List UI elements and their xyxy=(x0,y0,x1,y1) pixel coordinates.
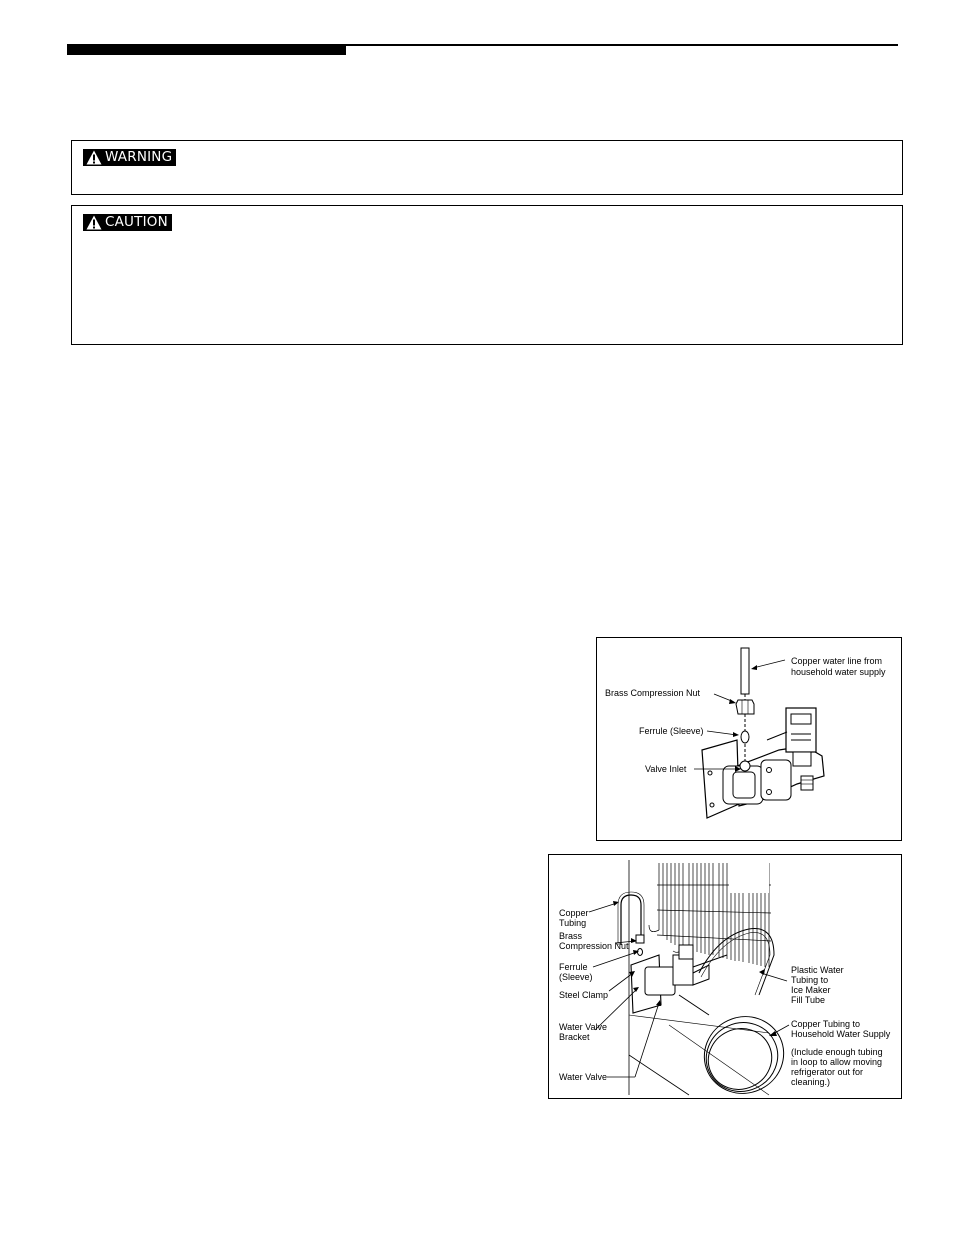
label-plastic-4: Fill Tube xyxy=(791,995,826,1005)
warning-label: WARNING xyxy=(105,149,173,165)
label-plastic-3: Ice Maker xyxy=(791,985,831,995)
caution-triangle-icon xyxy=(86,215,102,230)
label-bracket-1: Water Valve xyxy=(559,1022,608,1032)
label-ferrule: Ferrule (Sleeve) xyxy=(639,726,704,736)
label-supply-1: Copper Tubing to xyxy=(791,1019,861,1029)
caution-badge xyxy=(83,214,172,231)
valve-inlet-illustration xyxy=(597,638,903,842)
warning-badge xyxy=(83,149,176,166)
figure-valve-inlet xyxy=(596,637,902,841)
label-steel-clamp: Steel Clamp xyxy=(559,990,609,1000)
caution-box xyxy=(71,205,903,345)
label-copper-line-2: household water supply xyxy=(791,667,886,677)
label-plastic-2: Tubing to xyxy=(791,975,829,985)
warning-box xyxy=(71,140,903,195)
label-water-valve: Water Valve xyxy=(559,1072,608,1082)
label-bracket-2: Bracket xyxy=(559,1032,590,1042)
label-note-4: cleaning.) xyxy=(791,1077,831,1087)
label-ferrule-1: Ferrule xyxy=(559,962,588,972)
label-note-1: (Include enough tubing xyxy=(791,1047,883,1057)
label-copper-tubing-2: Tubing xyxy=(559,918,587,928)
label-brass-2: Compression Nut xyxy=(559,941,629,951)
label-copper-tubing-1: Copper xyxy=(559,908,589,918)
label-brass-nut: Brass Compression Nut xyxy=(605,688,701,698)
label-valve-inlet: Valve Inlet xyxy=(645,764,687,774)
label-plastic-1: Plastic Water xyxy=(791,965,844,975)
label-ferrule-2: (Sleeve) xyxy=(559,972,593,982)
label-brass-1: Brass xyxy=(559,931,583,941)
header-bar xyxy=(67,44,346,55)
label-copper-line-1: Copper water line from xyxy=(791,656,883,666)
label-supply-2: Household Water Supply xyxy=(791,1029,891,1039)
figure-water-valve-assembly xyxy=(548,854,902,1099)
warning-triangle-icon xyxy=(86,150,102,165)
water-valve-assembly-illustration xyxy=(549,855,903,1100)
caution-label: CAUTION xyxy=(105,214,168,230)
label-note-2: in loop to allow moving xyxy=(791,1057,883,1067)
label-note-3: refrigerator out for xyxy=(791,1067,864,1077)
